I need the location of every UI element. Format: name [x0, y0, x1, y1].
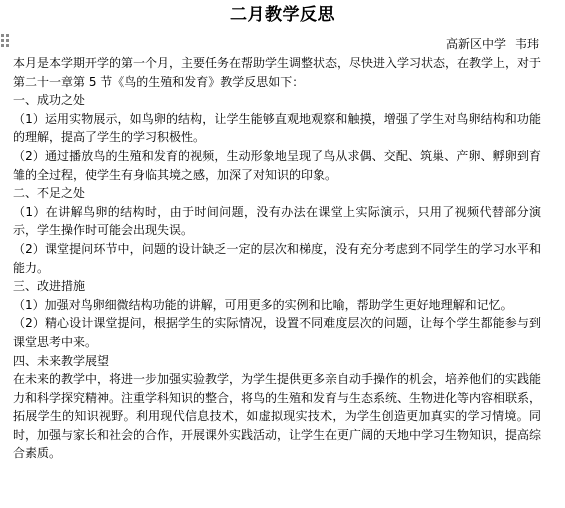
intro-paragraph: 本月是本学期开学的第一个月，主要任务在帮助学生调整状态，尽快进入学习状态，在教学上，对于第二十一章第 5 节《鸟的生殖和发育》教学反思如下： [13, 56, 542, 89]
outlook-paragraph: 在未来的教学中，将进一步加强实验教学，为学生提供更多亲自动手操作的机会，培养他们的实践能力和科学探究精神。注重学科知识的整合，将鸟的生殖和发育与生态系统、生物进化等内容相联系，拓展学生的知识视野。利用现代信息技术，如虚拟现实技术，为学生创造更加真实的学习情境。同时，加强与家长和社会的合作，开展课外实践活动，让学生在更广阔的天地中学习生物知识，提高综合素质。 [13, 372, 542, 461]
shortcoming-item-1: （1）在讲解鸟卵的结构时，由于时间问题，没有办法在课堂上实际演示，只用了视频代替部分演示，学生操作时可能会出现失误。 [13, 204, 541, 238]
shortcoming-item-2: （2）课堂提问环节中，问题的设计缺乏一定的层次和梯度，没有充分考虑到不同学生的学习水平和能力。 [13, 241, 541, 275]
author-line [446, 36, 539, 52]
success-item-2: （2）通过播放鸟的生殖和发育的视频，生动形象地呈现了鸟从求偶、交配、筑巢、产卵、孵卵到育雏的全过程，使学生有身临其境之感，加深了对知识的印象。 [13, 148, 541, 182]
improvement-item-2: （2）精心设计课堂提问，根据学生的实际情况，设置不同难度层次的问题，让每个学生都能参与到课堂思考中来。 [13, 316, 541, 349]
section-heading-improvements: 三、改进措施 [13, 279, 86, 294]
section-heading-shortcomings: 二、不足之处 [13, 186, 86, 201]
drag-handle-icon[interactable] [1, 34, 11, 48]
document-body [13, 54, 541, 463]
section-heading-successes: 一、成功之处 [13, 93, 86, 108]
author-name: 韦玮 [514, 37, 539, 51]
section-heading-outlook: 四、未来教学展望 [13, 353, 110, 368]
author-school: 高新区中学 [445, 37, 506, 51]
success-item-1: （1）运用实物展示，如鸟卵的结构，让学生能够直观地观察和触摸，增强了学生对鸟卵结构和功能的理解，提高了学生的学习积极性。 [13, 111, 541, 145]
document-title: 二月教学反思 [230, 5, 335, 25]
improvement-item-1: （1）加强对鸟卵细微结构功能的讲解，可用更多的实例和比喻，帮助学生更好地理解和记忆。 [13, 297, 513, 312]
